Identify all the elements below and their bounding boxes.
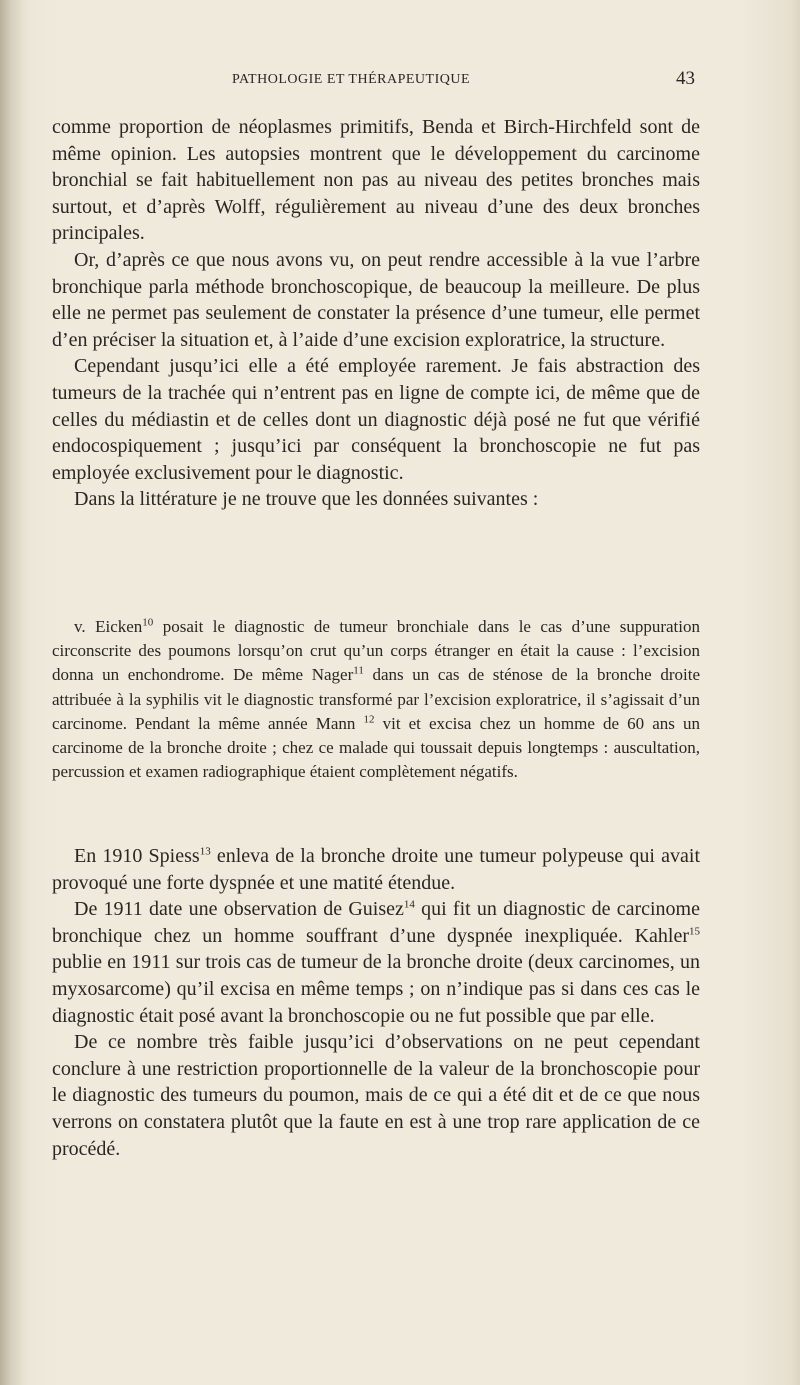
reference-number: 12 [363, 713, 375, 726]
paragraph-literature-intro: Dans la littérature je ne trouve que les données suivantes : [74, 488, 539, 511]
page-header [0, 68, 800, 92]
reference-number: 11 [353, 664, 364, 677]
reference-number: 14 [403, 898, 415, 911]
text-run: En 1910 Spiess [74, 845, 200, 867]
reference-number: 13 [199, 845, 211, 858]
running-title: PATHOLOGIE ET THÉRAPEUTIQUE [232, 72, 471, 87]
paragraph-bronchoscopic-method: Or, d’après ce que nous avons vu, on peut rendre accessible à la vue l’arbre bronchique parla méthode bronchoscopique, de beaucoup la meilleure. De plus elle ne permet pas seulement de constater la présence d’une tumeur, elle permet d’en préciser la situation et, à l’aide d’une excision exploratrice, la structure. [52, 248, 700, 351]
paragraph-case-reports [52, 615, 700, 784]
paragraph-spiess [52, 843, 700, 896]
small-print-block [52, 615, 700, 784]
page-gutter-shadow [0, 0, 22, 1385]
text-run: De 1911 date une observation de Guisez [74, 898, 404, 921]
text-run: vit et excisa chez un homme de 60 ans un carcinome de la bronche droite ; chez ce malade qui toussait depuis longtemps : auscultation, percussion et examen radiographique étaient complètement négatifs. [52, 713, 700, 782]
paragraph-guisez-kahler [52, 896, 700, 1029]
paragraph-conclusion: De ce nombre très faible jusqu’ici d’observations on ne peut cependant conclure à une restriction proportionnelle de la valeur de la bronchoscopie pour le diagnostic des tumeurs du poumon, mais de ce qui a été dit et de ce que nous verrons on constatera plutôt que la faute en est à une trop rare application de ce procédé. [52, 1031, 700, 1160]
text-run: qui fit un diagnostic de carcinome bronchique chez un homme souffrant d’une dyspnée inexpliquée. Kahler [52, 898, 700, 947]
main-text-block [52, 114, 700, 513]
text-run: v. Eicken [74, 617, 143, 636]
text-run: posait le diagnostic de tumeur bronchiale dans le cas d’une suppuration circonscrite des poumons lorsqu’on crut qu’un corps étranger en était la cause : l’excision donna un enchondrome. De même Nager [52, 617, 700, 685]
paragraph-rare-use: Cependant jusqu’ici elle a été employée rarement. Je fais abstraction des tumeurs de la trachée qui n’entrent pas en ligne de compte ici, de même que de celles du médiastin et de celles dont un diagnostic déjà posé ne fut que vérifié endocospiquement ; jusqu’ici par conséquent la bronchoscopie ne fut pas employée exclusivement pour le diagnostic. [52, 355, 700, 484]
later-text-block [52, 843, 700, 1162]
page-number: 43 [676, 68, 695, 89]
reference-number: 10 [142, 616, 154, 629]
paragraph-continuation: comme proportion de néoplasmes primitifs, Benda et Birch-Hirchfeld sont de même opinion. Les autopsies montrent que le développement du carcinome bronchial se fait habituellement non pas au niveau des petites bronches mais surtout, et d’après Wolff, régulièrement au niveau d’une des deux bronches principales. [52, 116, 700, 245]
text-run: dans un cas de sténose de la bronche droite attribuée à la syphilis vit le diagnostic transformé par l’excision exploratrice, il s’agissait d’un carcinome. Pendant la même année Mann [52, 665, 700, 733]
reference-number: 15 [689, 925, 700, 938]
text-run: enleva de la bronche droite une tumeur polypeuse qui avait provoqué une forte dyspnée et une matité étendue. [52, 845, 701, 894]
text-run: publie en 1911 sur trois cas de tumeur de la bronche droite (deux carcinomes, un myxosarcome) qu’il excisa en même temps ; on n’indique pas si dans ces cas le diagnostic était posé avant la bronchoscopie ou ne fut possible que par elle. [52, 951, 700, 1027]
